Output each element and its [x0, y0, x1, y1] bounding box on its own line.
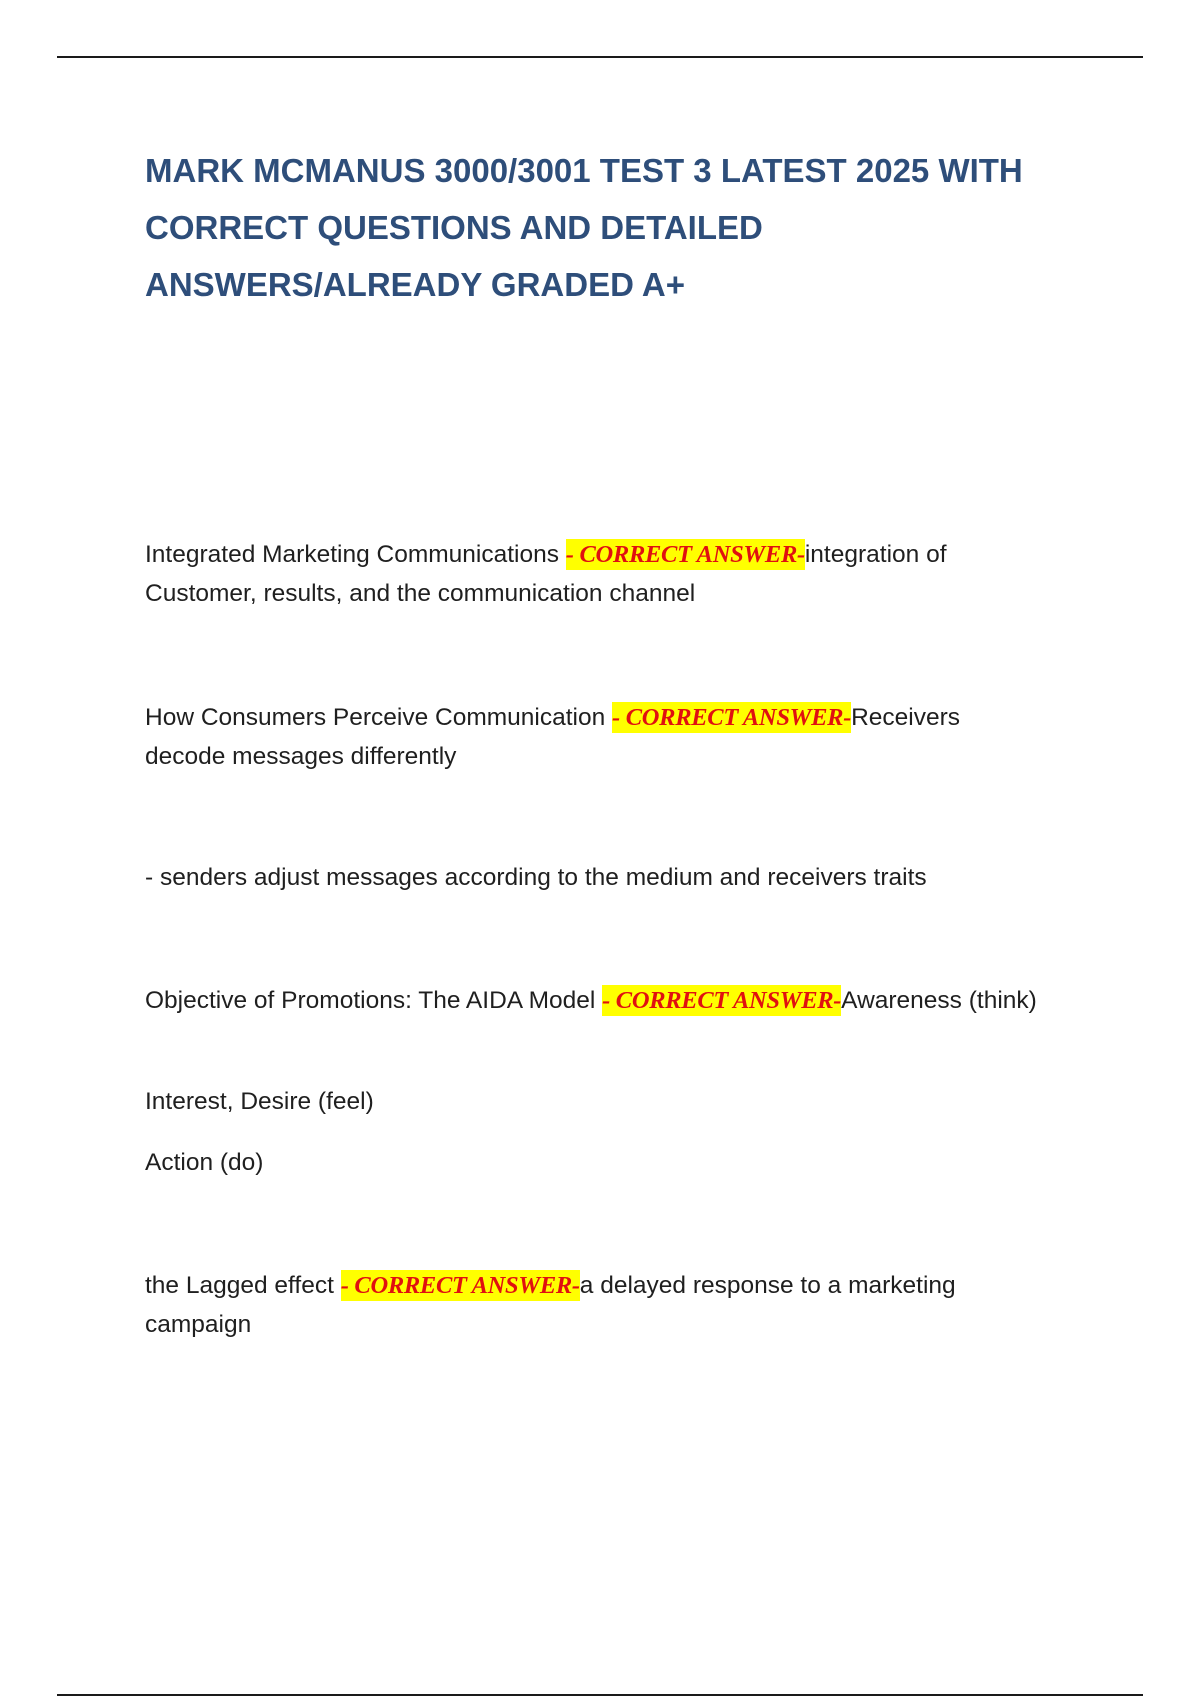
answer-text: Receivers decode messages differently: [145, 704, 961, 770]
qa-item-lagged-effect: [145, 1266, 1045, 1344]
senders-line: - senders adjust messages according to the medium and receivers traits: [145, 864, 927, 891]
correct-answer-marker: - CORRECT ANSWER-: [602, 987, 842, 1014]
correct-answer-marker: - CORRECT ANSWER-: [340, 1272, 580, 1299]
interest-desire-line: Interest, Desire (feel): [145, 1088, 374, 1115]
header-rule: [57, 56, 1143, 58]
answer-text: Awareness (think): [841, 987, 1037, 1014]
correct-answer-marker: - CORRECT ANSWER-: [612, 704, 852, 731]
footer-rule: [57, 1694, 1143, 1696]
question-text: Integrated Marketing Communications: [145, 541, 566, 568]
question-text: Objective of Promotions: The AIDA Model: [145, 987, 603, 1014]
question-text: the Lagged effect: [145, 1272, 341, 1299]
answer-text: integration of Customer, results, and the communication channel: [145, 541, 947, 607]
answer-text: a delayed response to a marketing campaign: [145, 1272, 956, 1338]
qa-item-aida: [145, 981, 1045, 1020]
document-title: MARK MCMANUS 3000/3001 TEST 3 LATEST 2025 WITH CORRECT QUESTIONS AND DETAILED ANSWERS/ALREADY GRADED A+: [145, 152, 1023, 303]
qa-item-perception: [145, 698, 1045, 776]
correct-answer-marker: - CORRECT ANSWER-: [565, 541, 805, 568]
qa-item-imc: [145, 535, 1045, 613]
action-line: Action (do): [145, 1149, 264, 1176]
question-text: How Consumers Perceive Communication: [145, 704, 613, 731]
